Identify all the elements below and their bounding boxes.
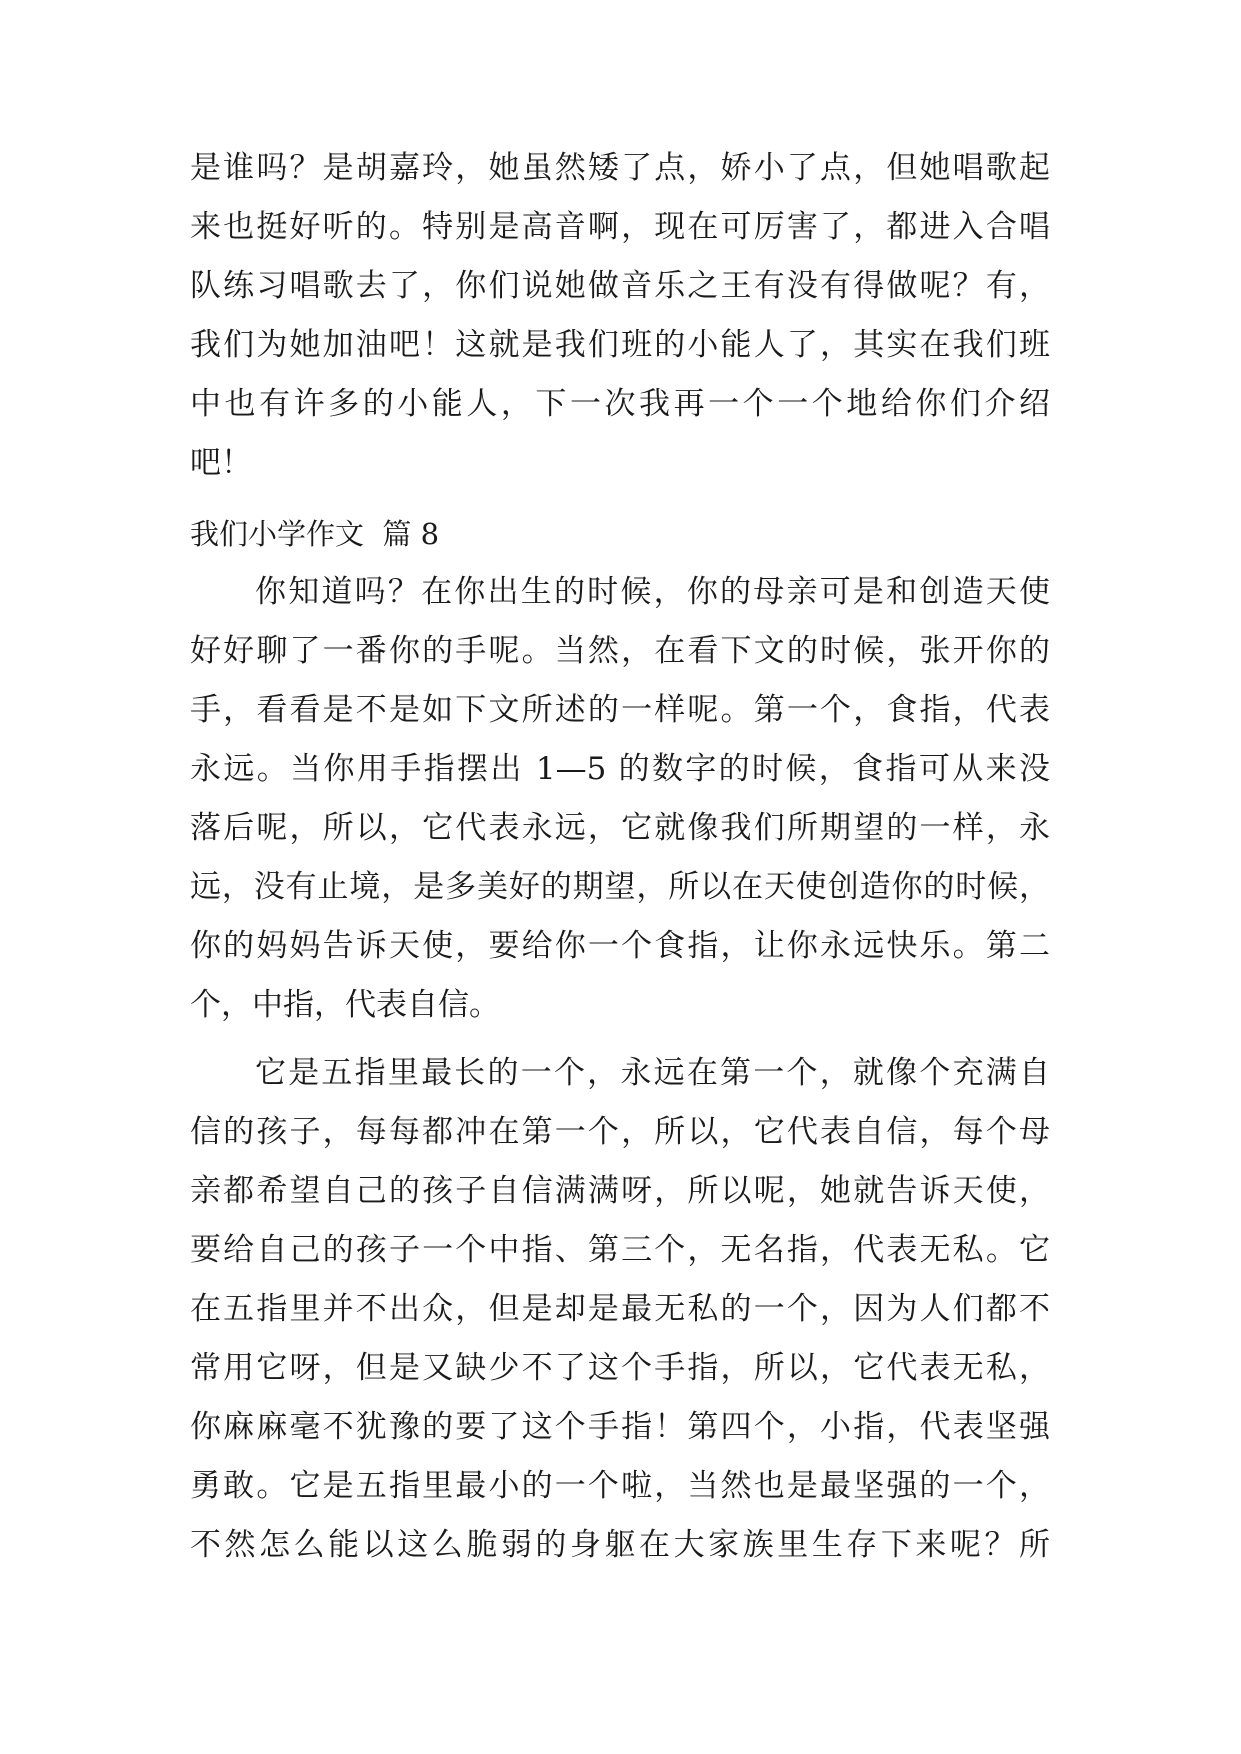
text-line: 吧！ (190, 445, 252, 481)
text-line: 常用它呀，但是又缺少不了这个手指，所以，它代表无私， (190, 1350, 1050, 1386)
text-line: 我们为她加油吧！这就是我们班的小能人了，其实在我们班 (190, 327, 1050, 363)
text-line: 你的妈妈告诉天使，要给你一个食指，让你永远快乐。第二 (190, 928, 1050, 964)
text-line: 不然怎么能以这么脆弱的身躯在大家族里生存下来呢？所 (190, 1527, 1050, 1563)
text-line: 来也挺好听的。特别是高音啊，现在可厉害了，都进入合唱 (190, 209, 1050, 245)
text-line: 在五指里并不出众，但是却是最无私的一个，因为人们都不 (190, 1291, 1050, 1327)
text-line: 它是五指里最长的一个，永远在第一个，就像个充满自 (255, 1055, 1050, 1091)
text-line: 好好聊了一番你的手呢。当然，在看下文的时候，张开你的 (190, 633, 1050, 669)
text-line: 是谁吗？是胡嘉玲，她虽然矮了点，娇小了点，但她唱歌起 (190, 150, 1050, 186)
text-line: 落后呢，所以，它代表永远，它就像我们所期望的一样，永 (190, 810, 1050, 846)
text-line: 永远。当你用手指摆出 1—5 的数字的时候，食指可从来没 (190, 751, 1050, 787)
text-line: 中也有许多的小能人，下一次我再一个一个地给你们介绍 (190, 386, 1050, 422)
text-line: 勇敢。它是五指里最小的一个啦，当然也是最坚强的一个， (190, 1468, 1050, 1504)
text-line: 要给自己的孩子一个中指、第三个，无名指，代表无私。它 (190, 1232, 1050, 1268)
section-heading: 我们小学作文 篇 8 (190, 517, 440, 551)
text-line: 远，没有止境，是多美好的期望，所以在天使创造你的时候， (190, 869, 1050, 905)
text-line: 手，看看是不是如下文所述的一样呢。第一个，食指，代表 (190, 692, 1050, 728)
text-line: 个，中指，代表自信。 (190, 987, 500, 1023)
text-line: 你麻麻毫不犹豫的要了这个手指！第四个，小指，代表坚强 (190, 1409, 1050, 1445)
text-line: 信的孩子，每每都冲在第一个，所以，它代表自信，每个母 (190, 1114, 1050, 1150)
text-line: 队练习唱歌去了，你们说她做音乐之王有没有得做呢？有， (190, 268, 1050, 304)
text-line: 亲都希望自己的孩子自信满满呀，所以呢，她就告诉天使， (190, 1173, 1050, 1209)
text-line: 你知道吗？在你出生的时候，你的母亲可是和创造天使 (255, 574, 1050, 610)
